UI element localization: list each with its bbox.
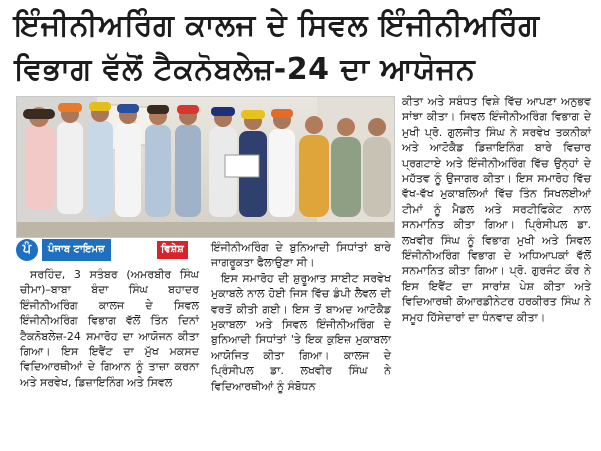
article-column-2	[211, 240, 391, 394]
publication-logo: ਪੰ	[16, 239, 38, 261]
paragraph: ਇੰਜੀਨੀਅਰਿੰਗ ਦੇ ਬੁਨਿਆਦੀ ਸਿਧਾਂਤਾਂ ਬਾਰੇ ਜਾਗਰੂਕਤਾ ਫੈਲਾਉਣਾ ਸੀ।	[211, 241, 391, 270]
paragraph: ਇਸ ਸਮਾਰੋਹ ਦੀ ਸ਼ੁਰੂਆਤ ਸਾਈਟ ਸਰਵੇਖ ਮੁਕਾਬਲੇ ਨਾਲ ਹੋਈ ਜਿਸ ਵਿੱਚ ਡੰਪੀ ਲੈਵਲ ਦੀ ਵਰਤੋਂ ਕੀਤੀ ਗਈ। ਇਸ ਤੋਂ ਬਾਅਦ ਆਟੋਕੈਡ ਮੁਕਾਬਲਾ ਅਤੇ ਸਿਵਲ ਇੰਜੀਨੀਅਰਿੰਗ ਦੇ ਬੁਨਿਆਦੀ ਸਿਧਾਂਤਾਂ 'ਤੇ ਇਕ ਕੁਇਜ਼ ਮੁਕਾਬਲਾ ਆਯੋਜਿਤ ਕੀਤਾ ਗਿਆ। ਕਾਲਜ ਦੇ ਪ੍ਰਿੰਸੀਪਲ ਡਾ. ਲਖਵੀਰ ਸਿੰਘ ਨੇ ਵਿਦਿਆਰਥੀਆਂ ਨੂੰ ਸੰਬੋਧਨ	[211, 271, 391, 393]
article-column-1	[20, 267, 199, 390]
publication-name: ਪੰਜਾਬ ਟਾਇਮਜ਼	[42, 239, 111, 261]
special-tag: ਵਿਸ਼ੇਸ਼	[157, 241, 188, 259]
article-column-3	[402, 94, 591, 325]
headline-line-2: ਵਿਭਾਗ ਵੱਲੋਂ ਟੈਕਨੋਬਲੇਜ਼-24 ਦਾ ਆਯੋਜਨ	[14, 52, 476, 87]
headline-line-1: ਇੰਜੀਨੀਅਰਿੰਗ ਕਾਲਜ ਦੇ ਸਿਵਲ ਇੰਜੀਨੀਅਰਿੰਗ	[14, 8, 540, 43]
paragraph: ਸਰਹਿੰਦ, 3 ਸਤੰਬਰ (ਅਮਰਬੀਰ ਸਿੰਘ ਚੀਮਾ)–ਬਾਬਾ ਬੰਦਾ ਸਿੰਘ ਬਹਾਦਰ ਇੰਜੀਨੀਅਰਿੰਗ ਕਾਲਜ ਦੇ ਸਿਵਲ ਇੰਜੀਨੀਅਰਿੰਗ ਵਿਭਾਗ ਵੱਲੋਂ ਤਿੰਨ ਦਿਨਾਂ ਟੈਕਨੋਬਲੇਜ਼-24 ਸਮਾਰੋਹ ਦਾ ਆਯੋਜਨ ਕੀਤਾ ਗਿਆ। ਇਸ ਇਵੈਂਟ ਦਾ ਮੁੱਖ ਮਕਸਦ ਵਿਦਿਆਰਥੀਆਂ ਦੇ ਗਿਆਨ ਨੂੰ ਤਾਜ਼ਾ ਕਰਨਾ ਅਤੇ ਸਰਵੇਖ, ਡਿਜ਼ਾਇਨਿੰਗ ਅਤੇ ਸਿਵਲ	[20, 268, 199, 389]
paragraph: ਕੀਤਾ ਅਤੇ ਸਬੰਧਤ ਵਿਸ਼ੇ ਵਿੱਚ ਆਪਣਾ ਅਨੁਭਵ ਸਾਂਝਾ ਕੀਤਾ। ਸਿਵਲ ਇੰਜੀਨੀਅਰਿੰਗ ਵਿਭਾਗ ਦੇ ਮੁਖੀ ਪ੍ਰੋ. ਗੁਲਜੀਤ ਸਿੰਘ ਨੇ ਸਰਵੇਖ ਤਕਨੀਕਾਂ ਅਤੇ ਆਟੋਕੈਡ ਡਿਜ਼ਾਇਨਿੰਗ ਬਾਰੇ ਵਿਚਾਰ ਪ੍ਰਗਟਾਏ ਅਤੇ ਇੰਜੀਨੀਅਰਿੰਗ ਵਿੱਚ ਉਨ੍ਹਾਂ ਦੇ ਮਹੱਤਵ ਨੂੰ ਉਜਾਗਰ ਕੀਤਾ। ਇਸ ਸਮਾਰੋਹ ਵਿੱਚ ਵੱਖ-ਵੱਖ ਮੁਕਾਬਲਿਆਂ ਵਿੱਚ ਤਿੰਨ ਸਿਖਲਈਆਂ ਟੀਮਾਂ ਨੂੰ ਮੈਡਲ ਅਤੇ ਸਰਟੀਫਿਕੇਟ ਨਾਲ ਸਨਮਾਨਿਤ ਕੀਤਾ ਗਿਆ। ਪ੍ਰਿੰਸੀਪਲ ਡਾ. ਲਖਵੀਰ ਸਿੰਘ ਨੂੰ ਵਿਭਾਗ ਮੁਖੀ ਅਤੇ ਸਿਵਲ ਇੰਜੀਨੀਅਰਿੰਗ ਵਿਭਾਗ ਦੇ ਅਧਿਆਪਕਾਂ ਵੱਲੋਂ ਸਨਮਾਨਿਤ ਕੀਤਾ ਗਿਆ। ਪ੍ਰੋ. ਗੁਰਜੰਟ ਕੌਰ ਨੇ ਇਸ ਇਵੈਂਟ ਦਾ ਸਾਰਾਂਸ਼ ਪੇਸ਼ ਕੀਤਾ ਅਤੇ ਵਿਦਿਆਰਥੀ ਕੋਆਰਡੀਨੇਟਰ ਹਰਕੀਰਤ ਸਿੰਘ ਨੇ ਸਮੂਹ ਹਿੱਸੇਦਾਰਾਂ ਦਾ ਧੰਨਵਾਦ ਕੀਤਾ।	[402, 95, 591, 324]
publication-brand-bar	[16, 239, 199, 261]
event-photo	[16, 96, 395, 238]
